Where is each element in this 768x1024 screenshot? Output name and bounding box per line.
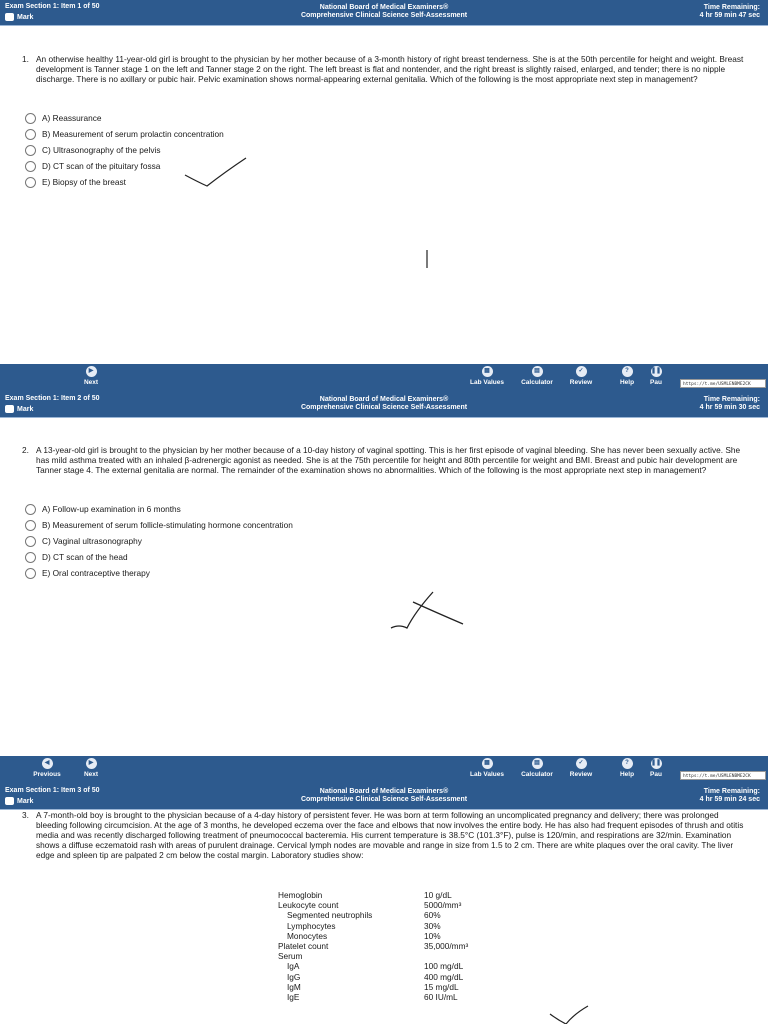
exam-org: National Board of Medical Examiners® xyxy=(319,396,449,403)
url-watermark: https://t.me/USMLENBME2CK xyxy=(680,771,766,780)
cross-scribble-icon xyxy=(385,582,475,642)
lab-label: Serum xyxy=(278,951,303,962)
answer-options xyxy=(25,501,293,581)
option-label: E) Oral contraceptive therapy xyxy=(42,568,150,578)
checkmark-scribble-icon xyxy=(548,1002,592,1024)
section-item-label: Exam Section 1: Item 1 of 50 xyxy=(5,3,100,10)
lab-value: 60% xyxy=(424,910,441,921)
time-remaining-value: 4 hr 59 min 24 sec xyxy=(699,796,760,803)
arrow-right-icon: ▶ xyxy=(86,758,97,769)
lab-row xyxy=(278,890,518,900)
lab-row xyxy=(278,900,518,910)
lab-label: Lymphocytes xyxy=(287,920,336,931)
lab-label: IgG xyxy=(287,971,301,982)
mark-label: Mark xyxy=(17,13,34,21)
time-remaining-label: Time Remaining: xyxy=(703,396,760,403)
time-remaining xyxy=(700,396,760,412)
calculator-button[interactable] xyxy=(517,366,557,386)
help-label: Help xyxy=(619,771,635,778)
time-remaining-label: Time Remaining: xyxy=(703,4,760,11)
cursor-mark-icon xyxy=(424,248,430,270)
lab-label: Platelet count xyxy=(278,940,329,951)
question-stem xyxy=(22,445,752,475)
answer-option-e[interactable] xyxy=(25,565,293,581)
review-button[interactable] xyxy=(561,758,601,778)
radio-icon[interactable] xyxy=(25,568,36,579)
exam-screen-item-2 xyxy=(0,392,768,784)
lab-value: 100 mg/dL xyxy=(424,961,464,972)
help-button[interactable] xyxy=(607,366,647,386)
pause-icon: ❚❚ xyxy=(651,366,662,377)
exam-footer-toolbar xyxy=(0,364,768,392)
lab-values-label: Lab Values xyxy=(470,379,504,386)
answer-options xyxy=(25,110,224,190)
next-label: Next xyxy=(83,379,99,386)
option-label: B) Measurement of serum follicle-stimulating hormone concentration xyxy=(42,520,293,530)
calculator-icon: ▤ xyxy=(532,366,543,377)
exam-screen-item-3 xyxy=(0,784,768,1024)
arrow-left-icon: ◀ xyxy=(42,758,53,769)
lab-row xyxy=(278,931,518,941)
exam-footer-toolbar xyxy=(0,756,768,784)
option-label: A) Reassurance xyxy=(42,113,102,123)
help-icon: ? xyxy=(622,758,633,769)
question-text: A 7-month-old boy is brought to the physician because of a 4-day history of persistent fever. He was born at term following an uncomplicated pregnancy and delivery; there was prolonged bleeding following circumcision. At the age of 3 months, he developed eczema over the face and elbows that now involves the entire body. He has also had frequent episodes of thrush and otitis media and was recently discharged following treatment of pneumococcal bacteremia. His current temperature is 38.5°C (101.3°F), pulse is 120/min, and respirations are 32/min. Examination shows a diffuse eczematoid rash with areas of purulent drainage. Cervical lymph nodes are movable and range in size from 1.5 to 2 cm. There are white plaques over the oral cavity. The liver edge and spleen tip are palpated 2 cm below the costal margin. Laboratory studies show: xyxy=(36,810,744,860)
answer-option-a[interactable] xyxy=(25,110,224,126)
question-number: 3. xyxy=(22,810,29,820)
radio-icon[interactable] xyxy=(25,552,36,563)
option-label: E) Biopsy of the breast xyxy=(42,177,126,187)
pause-label: Pau xyxy=(650,771,662,778)
pause-icon: ❚❚ xyxy=(651,758,662,769)
option-label: D) CT scan of the pituitary fossa xyxy=(42,161,161,171)
exam-name: Comprehensive Clinical Science Self-Assessment xyxy=(300,796,468,803)
question-number: 2. xyxy=(22,445,29,455)
help-label: Help xyxy=(619,379,635,386)
option-label: B) Measurement of serum prolactin concentration xyxy=(42,129,224,139)
section-item-label: Exam Section 1: Item 3 of 50 xyxy=(5,787,100,794)
exam-screen-item-1 xyxy=(0,0,768,392)
section-item-label: Exam Section 1: Item 2 of 50 xyxy=(5,395,100,402)
answer-option-d[interactable] xyxy=(25,549,293,565)
time-remaining xyxy=(700,4,760,20)
lab-value: 35,000/mm³ xyxy=(424,940,469,951)
question-text: A 13-year-old girl is brought to the physician by her mother because of a 10-day history of vaginal spotting. This is her first episode of vaginal bleeding. She has never been sexually active. She has mild asthma treated with an inhaled β-adrenergic agonist as needed. She is at the 75th percentile for height and 80th percentile for weight and BMI. Breast and pubic hair development are Tanner stage 4. The external genitalia are normal. The remainder of the examination shows no abnormalities. Which of the following is the most appropriate next step in management? xyxy=(36,445,741,475)
exam-org: National Board of Medical Examiners® xyxy=(319,4,449,11)
exam-name: Comprehensive Clinical Science Self-Assessment xyxy=(300,404,468,411)
exam-header xyxy=(0,392,768,418)
option-label: A) Follow-up examination in 6 months xyxy=(42,504,181,514)
exam-header xyxy=(0,784,768,810)
exam-header xyxy=(0,0,768,26)
time-remaining-label: Time Remaining: xyxy=(703,788,760,795)
time-remaining xyxy=(700,788,760,804)
review-label: Review xyxy=(569,379,593,386)
answer-option-c[interactable] xyxy=(25,533,293,549)
lab-label: IgM xyxy=(287,981,301,992)
review-check-icon: ✓ xyxy=(576,758,587,769)
review-button[interactable] xyxy=(561,366,601,386)
answer-option-d[interactable] xyxy=(25,158,224,174)
lab-value: 30% xyxy=(424,920,441,931)
lab-values-button[interactable] xyxy=(467,366,507,386)
lab-value: 60 IU/mL xyxy=(424,991,458,1002)
lab-value: 15 mg/dL xyxy=(424,981,459,992)
lab-row xyxy=(278,961,518,971)
answer-option-e[interactable] xyxy=(25,174,224,190)
lab-row xyxy=(278,921,518,931)
exam-org: National Board of Medical Examiners® xyxy=(319,788,449,795)
radio-icon[interactable] xyxy=(25,113,36,124)
next-label: Next xyxy=(83,771,99,778)
lab-row xyxy=(278,982,518,992)
radio-icon[interactable] xyxy=(25,161,36,172)
lab-label: Hemoglobin xyxy=(278,890,323,900)
lab-label: IgA xyxy=(287,961,300,972)
next-button[interactable] xyxy=(71,758,111,778)
calculator-button[interactable] xyxy=(517,758,557,778)
option-label: C) Ultrasonography of the pelvis xyxy=(42,145,161,155)
review-check-icon: ✓ xyxy=(576,366,587,377)
exam-name: Comprehensive Clinical Science Self-Assessment xyxy=(300,12,468,19)
lab-row xyxy=(278,972,518,982)
pause-label: Pau xyxy=(650,379,662,386)
lab-values-label: Lab Values xyxy=(470,771,504,778)
calculator-icon: ▤ xyxy=(532,758,543,769)
radio-icon[interactable] xyxy=(25,177,36,188)
review-label: Review xyxy=(569,771,593,778)
lab-row xyxy=(278,910,518,920)
radio-icon[interactable] xyxy=(25,536,36,547)
radio-icon[interactable] xyxy=(25,129,36,140)
lab-value: 400 mg/dL xyxy=(424,971,464,982)
answer-option-b[interactable] xyxy=(25,517,293,533)
lab-row xyxy=(278,941,518,951)
lab-value: 10 g/dL xyxy=(424,890,452,900)
question-text: An otherwise healthy 11-year-old girl is brought to the physician by her mother because of a 3-month history of right breast tenderness. She is at the 50th percentile for height and weight. Breast development is Tanner stage 1 on the left and Tanner stage 2 on the right. The left breast is flat and nontender, and the right breast is slightly raised, enlarged, and tender; there is no nipple discharge. There is no axillary or pubic hair. Pelvic examination shows normal-appearing external genitalia. Which of the following is the most appropriate next step in management? xyxy=(36,54,744,84)
question-stem xyxy=(22,54,752,84)
lab-row xyxy=(278,992,518,1002)
lab-row xyxy=(278,951,518,961)
answer-option-b[interactable] xyxy=(25,126,224,142)
time-remaining-value: 4 hr 59 min 30 sec xyxy=(699,404,760,411)
previous-label: Previous xyxy=(33,771,61,778)
time-remaining-value: 4 hr 59 min 47 sec xyxy=(699,12,760,19)
lab-label: IgE xyxy=(287,991,300,1002)
previous-button[interactable] xyxy=(27,758,67,778)
exam-title xyxy=(0,4,768,20)
radio-icon[interactable] xyxy=(25,504,36,515)
lab-values-button[interactable] xyxy=(467,758,507,778)
mark-label: Mark xyxy=(17,405,34,413)
next-button[interactable] xyxy=(71,366,111,386)
exam-title xyxy=(0,788,768,804)
answer-option-a[interactable] xyxy=(25,501,293,517)
lab-label: Leukocyte count xyxy=(278,900,339,911)
option-label: D) CT scan of the head xyxy=(42,552,128,562)
lab-label: Monocytes xyxy=(287,930,328,941)
question-stem xyxy=(22,810,752,860)
pause-button[interactable] xyxy=(646,366,666,386)
lab-value: 5000/mm³ xyxy=(424,900,462,911)
lab-values-icon: ▦ xyxy=(482,366,493,377)
url-watermark: https://t.me/USMLENBME2CK xyxy=(680,379,766,388)
answer-option-c[interactable] xyxy=(25,142,224,158)
calculator-label: Calculator xyxy=(521,771,553,778)
lab-results-table xyxy=(278,890,518,1002)
arrow-right-icon: ▶ xyxy=(86,366,97,377)
calculator-label: Calculator xyxy=(521,379,553,386)
pause-button[interactable] xyxy=(646,758,666,778)
help-button[interactable] xyxy=(607,758,647,778)
help-icon: ? xyxy=(622,366,633,377)
radio-icon[interactable] xyxy=(25,520,36,531)
mark-label: Mark xyxy=(17,797,34,805)
lab-label: Segmented neutrophils xyxy=(287,910,373,921)
lab-value: 10% xyxy=(424,930,441,941)
exam-title xyxy=(0,396,768,412)
lab-values-icon: ▦ xyxy=(482,758,493,769)
option-label: C) Vaginal ultrasonography xyxy=(42,536,142,546)
radio-icon[interactable] xyxy=(25,145,36,156)
question-number: 1. xyxy=(22,54,29,64)
